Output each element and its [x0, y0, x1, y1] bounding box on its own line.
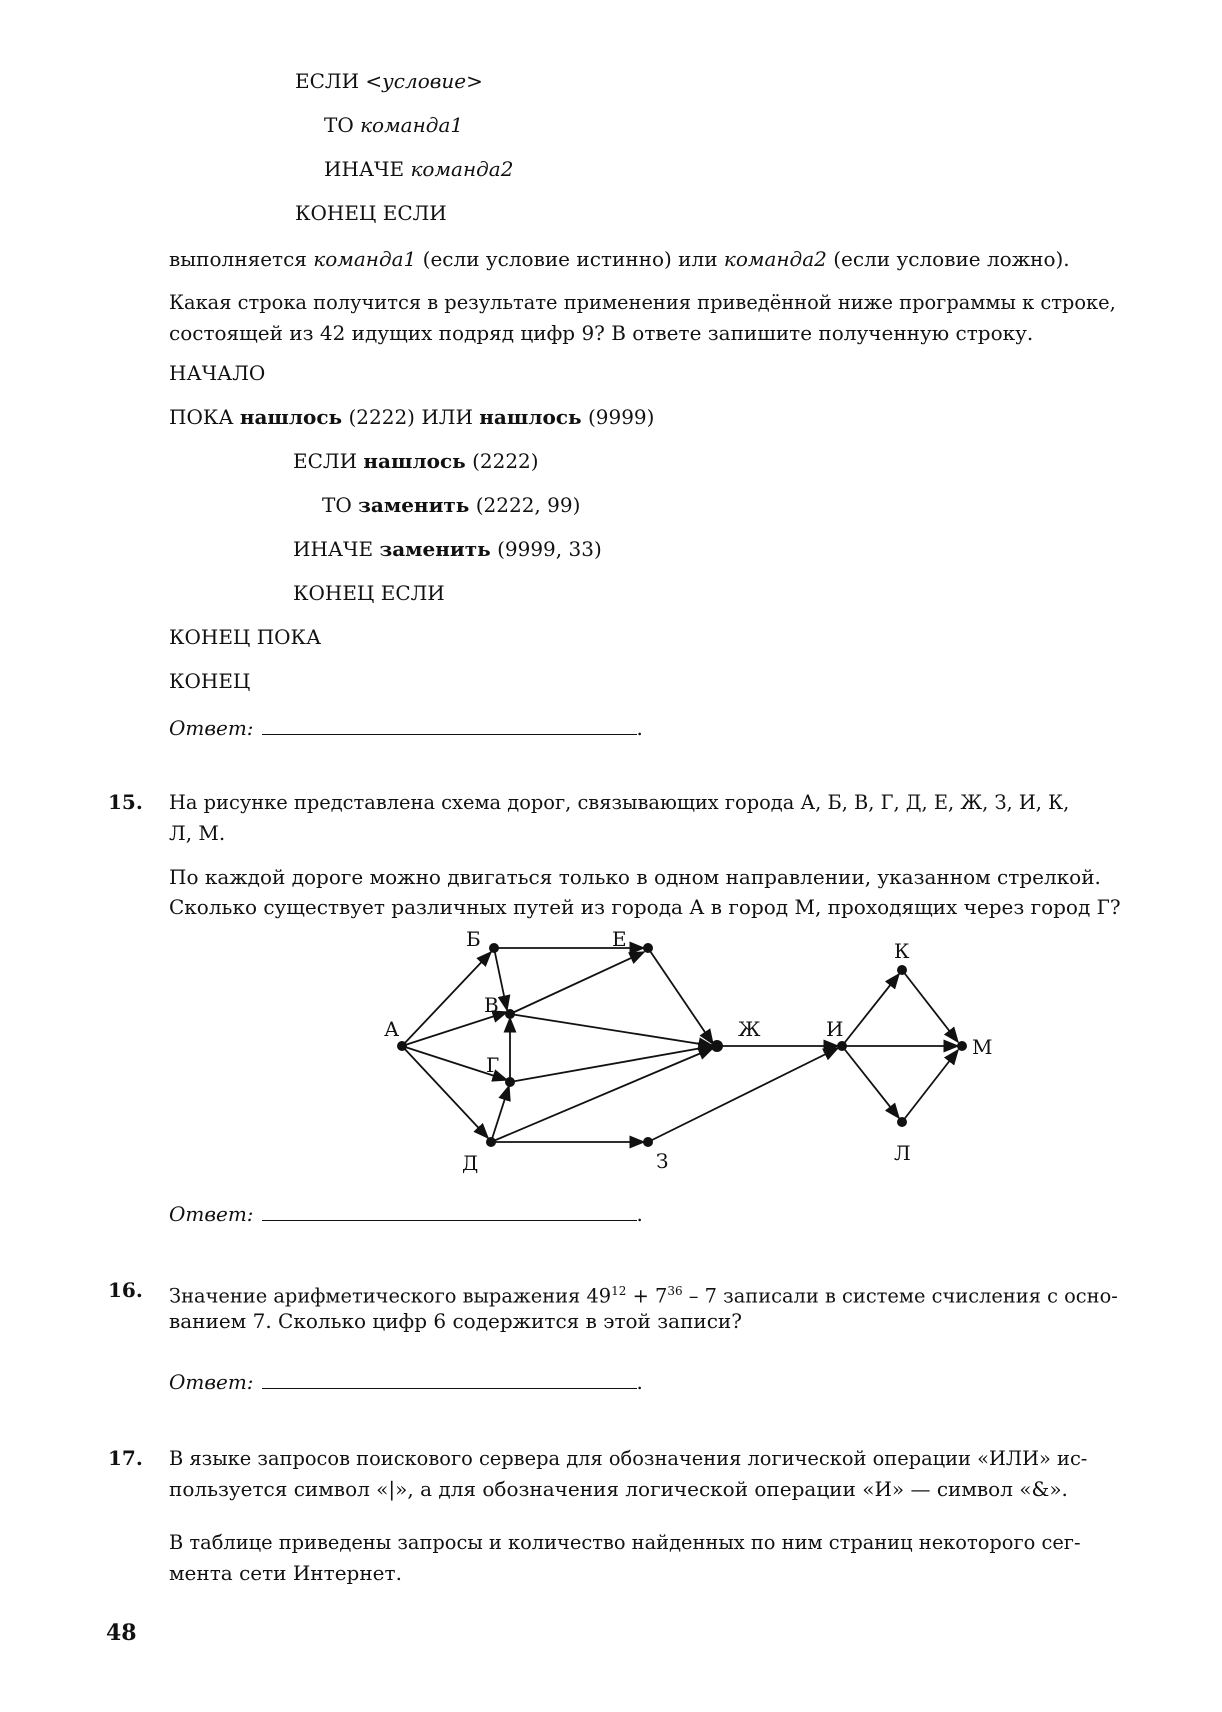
program-start: НАЧАЛО [169, 361, 266, 385]
question-17-line-4: мента сети Интернет. [169, 1561, 402, 1585]
node-zh [711, 1040, 723, 1052]
edge-v-e [510, 952, 644, 1014]
label-g: Г [486, 1053, 500, 1077]
edge-d-zh [491, 1048, 713, 1142]
edge-z-i [648, 1048, 838, 1142]
page-number: 48 [106, 1620, 137, 1646]
program-else: ИНАЧЕ заменить (9999, 33) [293, 537, 602, 561]
answer-16: Ответ: . [169, 1366, 643, 1394]
question-15-line-4: Сколько существует различных путей из города А в город М, проходящих через город Г? [169, 895, 1121, 919]
edge-k-m [902, 970, 958, 1042]
node-i [837, 1041, 847, 1051]
answer-label: Ответ: [169, 1202, 254, 1226]
execution-description: выполняется команда1 (если условие истинно) или команда2 (если условие ложно). [169, 247, 1070, 271]
label-l: Л [894, 1141, 911, 1165]
question-16-line-1: Значение арифметического выражения $49^{12} + 7^{36} - 7$ записали в системе счисления с осно- [169, 1284, 1118, 1308]
question-14-line-2: состоящей из 42 идущих подряд цифр 9? В ответе запишите полученную строку. [169, 321, 1034, 345]
answer-16-field[interactable] [262, 1366, 637, 1389]
edge-d-g [491, 1086, 509, 1142]
answer-label: Ответ: [169, 716, 254, 740]
edge-i-l [842, 1046, 899, 1118]
answer-15-field[interactable] [262, 1198, 637, 1221]
endif-syntax-line: КОНЕЦ ЕСЛИ [295, 201, 447, 225]
question-14-line-1: Какая строка получится в результате применения приведённой ниже программы к строке, [169, 291, 1116, 314]
edge-g-zh [510, 1046, 713, 1082]
edge-i-k [842, 974, 899, 1046]
label-e: Е [612, 927, 627, 951]
question-17-line-3: В таблице приведены запросы и количество найденных по ним страниц некоторого сег- [169, 1531, 1081, 1554]
label-z: З [656, 1149, 669, 1173]
answer-label: Ответ: [169, 1370, 254, 1394]
node-e [643, 943, 653, 953]
edge-v-zh [510, 1014, 713, 1046]
node-b [489, 943, 499, 953]
node-v [505, 1009, 515, 1019]
label-a: А [384, 1017, 400, 1041]
node-d [486, 1137, 496, 1147]
question-15-line-2: Л, М. [169, 821, 226, 845]
question-16-number: 16. [108, 1278, 143, 1302]
question-16-line-2: ванием 7. Сколько цифр 6 содержится в этой записи? [169, 1309, 742, 1333]
program-then: ТО заменить (2222, 99) [322, 493, 581, 517]
question-15-number: 15. [108, 790, 143, 814]
node-l [897, 1117, 907, 1127]
label-v: В [484, 993, 499, 1017]
edge-l-m [902, 1050, 958, 1122]
label-i: И [826, 1017, 844, 1041]
answer-14: Ответ: . [169, 712, 643, 740]
if-syntax-line: ЕСЛИ <условие> [295, 69, 483, 93]
question-17-line-1: В языке запросов поискового сервера для обозначения логической операции «ИЛИ» ис- [169, 1447, 1088, 1470]
question-17-line-2: пользуется символ «|», а для обозначения логической операции «И» — символ «&». [169, 1477, 1068, 1501]
node-k [897, 965, 907, 975]
question-17-number: 17. [108, 1446, 143, 1470]
node-z [643, 1137, 653, 1147]
node-m [957, 1041, 967, 1051]
program-if: ЕСЛИ нашлось (2222) [293, 449, 539, 473]
answer-15: Ответ: . [169, 1198, 643, 1226]
label-d: Д [462, 1151, 479, 1175]
program-endif: КОНЕЦ ЕСЛИ [293, 581, 445, 605]
question-15-line-1: На рисунке представлена схема дорог, связывающих города А, Б, В, Г, Д, Е, Ж, З, И, К, [169, 791, 1070, 814]
edge-e-zh [648, 948, 713, 1044]
node-a [397, 1041, 407, 1051]
then-syntax-line: ТО команда1 [324, 113, 464, 137]
label-k: К [894, 939, 910, 963]
else-syntax-line: ИНАЧЕ команда2 [324, 157, 514, 181]
program-while: ПОКА нашлось (2222) ИЛИ нашлось (9999) [169, 405, 655, 429]
label-b: Б [466, 927, 481, 951]
label-zh: Ж [738, 1017, 761, 1041]
question-15-line-3: По каждой дороге можно двигаться только в одном направлении, указанном стрелкой. [169, 865, 1101, 889]
program-end: КОНЕЦ [169, 669, 251, 693]
label-m: М [972, 1035, 993, 1059]
program-endwhile: КОНЕЦ ПОКА [169, 625, 322, 649]
node-g [505, 1077, 515, 1087]
